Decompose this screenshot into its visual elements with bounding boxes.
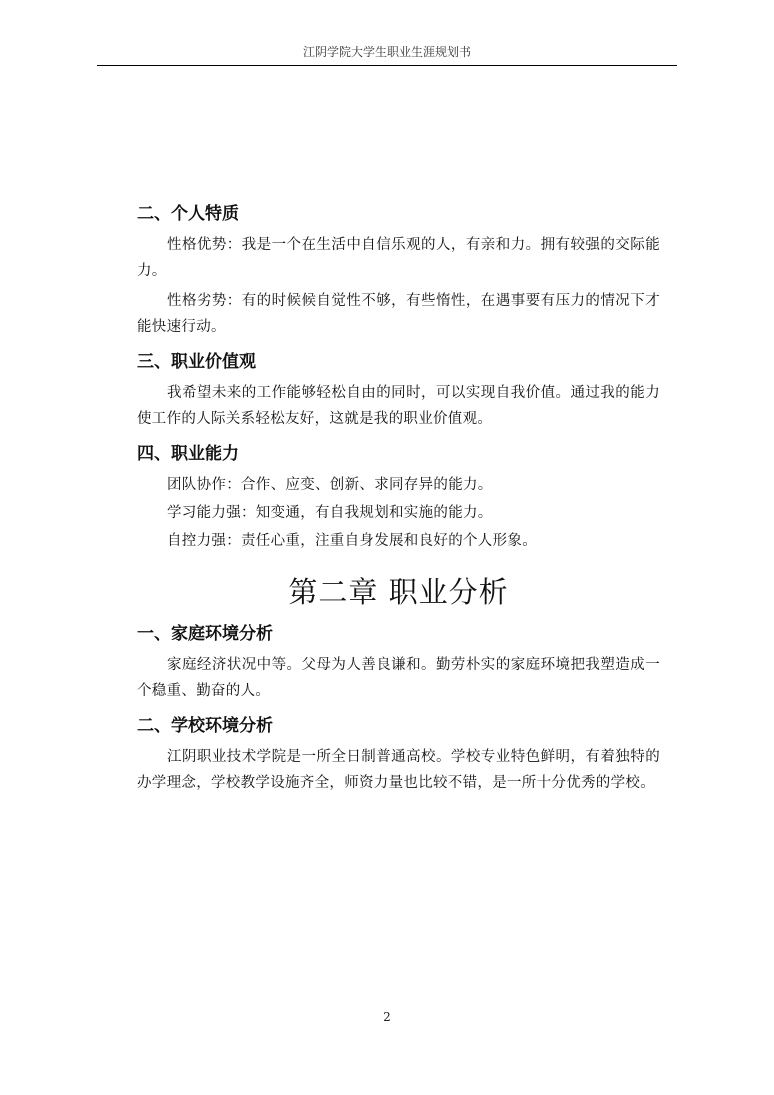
section-heading: 二、学校环境分析 — [137, 716, 273, 736]
list-item: 团队协作：合作、应变、创新、求同存异的能力。 — [167, 477, 493, 493]
header-divider — [97, 65, 677, 66]
paragraph: 性格劣势：有的时候候自觉性不够，有些惰性，在遇事要有压力的情况下才能快速行动。 — [137, 293, 660, 335]
page-body — [137, 202, 660, 806]
list-item: 自控力强：责任心重，注重自身发展和良好的个人形象。 — [167, 533, 537, 549]
section-career-values — [137, 350, 660, 432]
section-heading: 三、职业价值观 — [137, 352, 256, 372]
paragraph: 我希望未来的工作能够轻松自由的同时，可以实现自我价值。通过我的能力使工作的人际关系轻松友好，这就是我的职业价值观。 — [137, 385, 660, 427]
page-header: 江阴学院大学生职业生涯规划书 — [302, 45, 471, 59]
paragraph: 家庭经济状况中等。父母为人善良谦和。勤劳朴实的家庭环境把我塑造成一个稳重、勤奋的人。 — [137, 657, 660, 699]
section-school-environment — [137, 714, 660, 796]
section-heading: 一、家庭环境分析 — [137, 624, 273, 644]
section-heading: 二、个人特质 — [137, 204, 239, 224]
section-personal-traits — [137, 202, 660, 340]
paragraph: 江阴职业技术学院是一所全日制普通高校。学校专业特色鲜明，有着独特的办学理念，学校教学设施齐全，师资力量也比较不错，是一所十分优秀的学校。 — [137, 749, 660, 791]
section-family-environment — [137, 622, 660, 704]
section-career-abilities — [137, 442, 660, 554]
chapter-title: 第二章 职业分析 — [288, 575, 509, 609]
paragraph: 性格优势：我是一个在生活中自信乐观的人，有亲和力。拥有较强的交际能力。 — [137, 237, 660, 279]
section-heading: 四、职业能力 — [137, 444, 239, 464]
list-item: 学习能力强：知变通，有自我规划和实施的能力。 — [167, 505, 493, 521]
page-number: 2 — [383, 1010, 391, 1024]
